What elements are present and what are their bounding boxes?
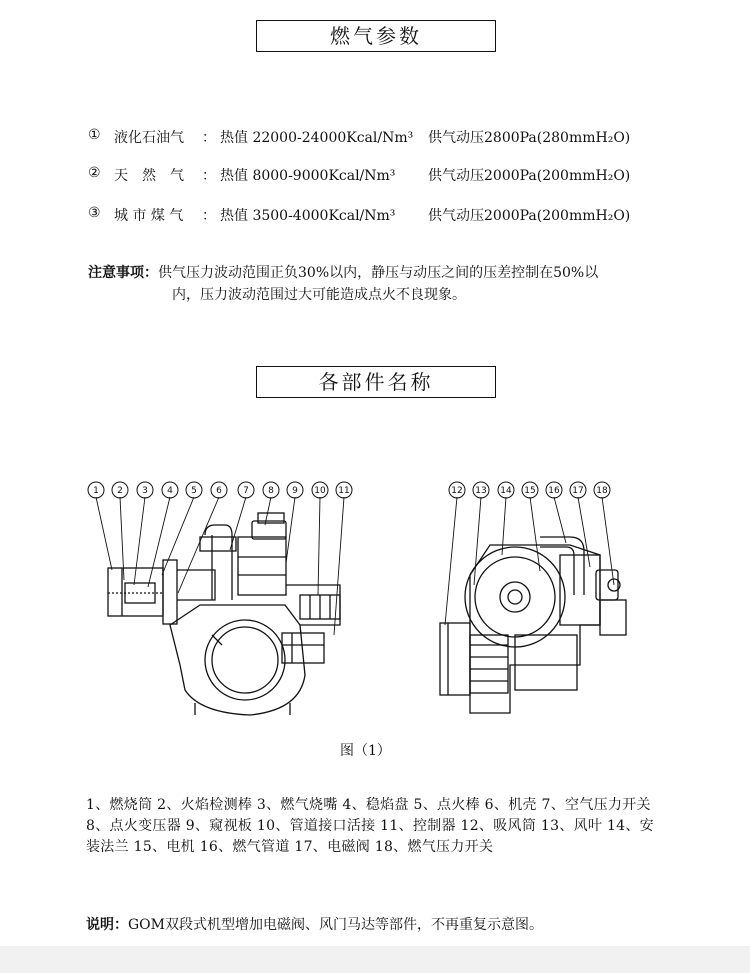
- callout-7: 7: [243, 486, 249, 496]
- gas-heat: 热值 8000-9000Kcal/Nm³: [220, 168, 396, 184]
- callout-5: 5: [191, 486, 197, 496]
- callout-12: 12: [451, 486, 463, 496]
- callout-4: 4: [167, 486, 173, 496]
- callout-6: 6: [216, 486, 222, 496]
- remark-block: [86, 914, 543, 934]
- burner-diagram: [0, 475, 750, 735]
- callout-13: 13: [475, 486, 487, 496]
- callout-1: 1: [93, 486, 99, 496]
- gas-name: 城 市 煤 气: [114, 208, 184, 224]
- callout-18: 18: [596, 486, 608, 496]
- callout-15: 15: [524, 486, 536, 496]
- callout-17: 17: [572, 486, 584, 496]
- gas-colon: ：: [202, 130, 216, 146]
- burner-front-view: [440, 537, 626, 713]
- gas-heat: 热值 3500-4000Kcal/Nm³: [220, 208, 396, 224]
- notes-label: 注意事项：: [88, 265, 158, 281]
- gas-num: ①: [88, 127, 101, 143]
- footer-band: [0, 946, 750, 973]
- callout-2: 2: [117, 486, 123, 496]
- burner-side-view: [108, 513, 340, 715]
- notes-line2: 内，压力波动范围过大可能造成点火不良现象。: [172, 287, 466, 303]
- callout-14: 14: [500, 486, 512, 496]
- callout-9: 9: [292, 486, 298, 496]
- callout-8: 8: [268, 486, 274, 496]
- callout-11: 11: [338, 486, 350, 496]
- section-title-gas-params: 燃气参数: [256, 20, 496, 52]
- figure-caption: 图（1）: [340, 743, 391, 759]
- parts-list: 1、燃烧筒 2、火焰检测棒 3、燃气烧嘴 4、稳焰盘 5、点火棒 6、机壳 7、空气压力开关 8、点火变压器 9、窥视板 10、管道接口活接 11、控制器 12、吸风筒 13、风叶 14、安装法兰 15、电机 16、燃气管道 17、电磁阀 18、燃气压力开关: [86, 797, 666, 855]
- gas-heat: 热值 22000-24000Kcal/Nm³: [220, 130, 414, 146]
- callout-16: 16: [548, 486, 560, 496]
- section-title-parts: 各部件名称: [256, 366, 496, 398]
- gas-num: ②: [88, 165, 101, 181]
- remark-label: 说明：: [86, 917, 128, 933]
- gas-pressure: 供气动压2000Pa(200mmH₂O): [428, 168, 631, 184]
- gas-pressure: 供气动压2000Pa(200mmH₂O): [428, 208, 631, 224]
- gas-colon: ：: [202, 168, 216, 184]
- callout-10: 10: [314, 486, 326, 496]
- gas-name: 天 然 气: [114, 168, 184, 184]
- notes-block: [88, 262, 668, 306]
- callout-3: 3: [142, 486, 148, 496]
- gas-num: ③: [88, 205, 101, 221]
- gas-colon: ：: [202, 208, 216, 224]
- gas-pressure: 供气动压2800Pa(280mmH₂O): [428, 130, 631, 146]
- gas-name: 液化石油气: [114, 130, 184, 146]
- remark-text: GOM双段式机型增加电磁阀、风门马达等部件，不再重复示意图。: [128, 917, 543, 933]
- notes-line1: 供气压力波动范围正负30%以内，静压与动压之间的压差控制在50%以: [158, 265, 599, 281]
- leader-lines-left: [96, 497, 344, 635]
